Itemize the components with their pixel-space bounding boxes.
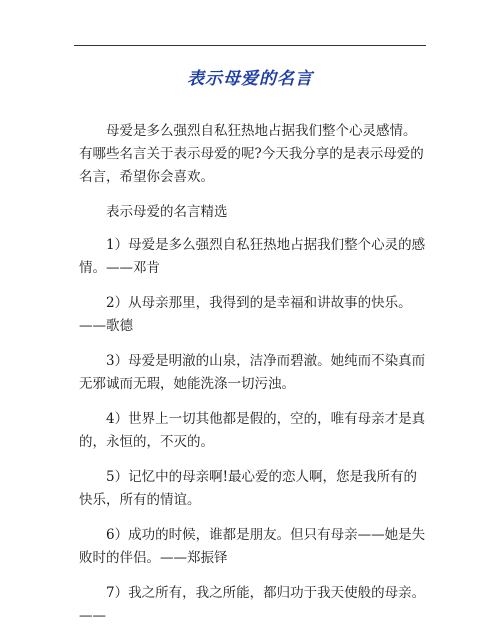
intro-paragraph: 母爱是多么强烈自私狂热地占据我们整个心灵感情。有哪些名言关于表示母爱的呢?今天我分享的是表示母爱的名言，希望你会喜欢。 — [79, 123, 424, 185]
quote-2: 2）从母亲那里，我得到的是幸福和讲故事的快乐。——歌德 — [79, 295, 412, 334]
section-heading: 表示母爱的名言精选 — [106, 204, 228, 220]
quote-6: 6）成功的时候，谁都是朋友。但只有母亲——她是失败时的伴侣。——郑振铎 — [79, 527, 426, 566]
quote-7: 7）我之所有，我之所能，都归功于我天使般的母亲。—— — [79, 585, 426, 624]
document-body — [79, 120, 429, 640]
document-title: 表示母爱的名言 — [187, 69, 313, 89]
quote-5: 5）记忆中的母亲啊!最心爱的恋人啊，您是我所有的快乐，所有的情谊。 — [79, 469, 418, 508]
quote-1: 1）母爱是多么强烈自私狂热地占据我们整个心灵的感情。——邓肯 — [79, 237, 426, 276]
quote-4: 4）世界上一切其他都是假的，空的，唯有母亲才是真的，永恒的，不灭的。 — [79, 411, 426, 450]
header-rule — [74, 45, 426, 46]
quote-3: 3）母爱是明澈的山泉，洁净而碧澈。她纯而不染真而无邪诚而无瑕，她能洗涤一切污浊。 — [79, 353, 426, 392]
